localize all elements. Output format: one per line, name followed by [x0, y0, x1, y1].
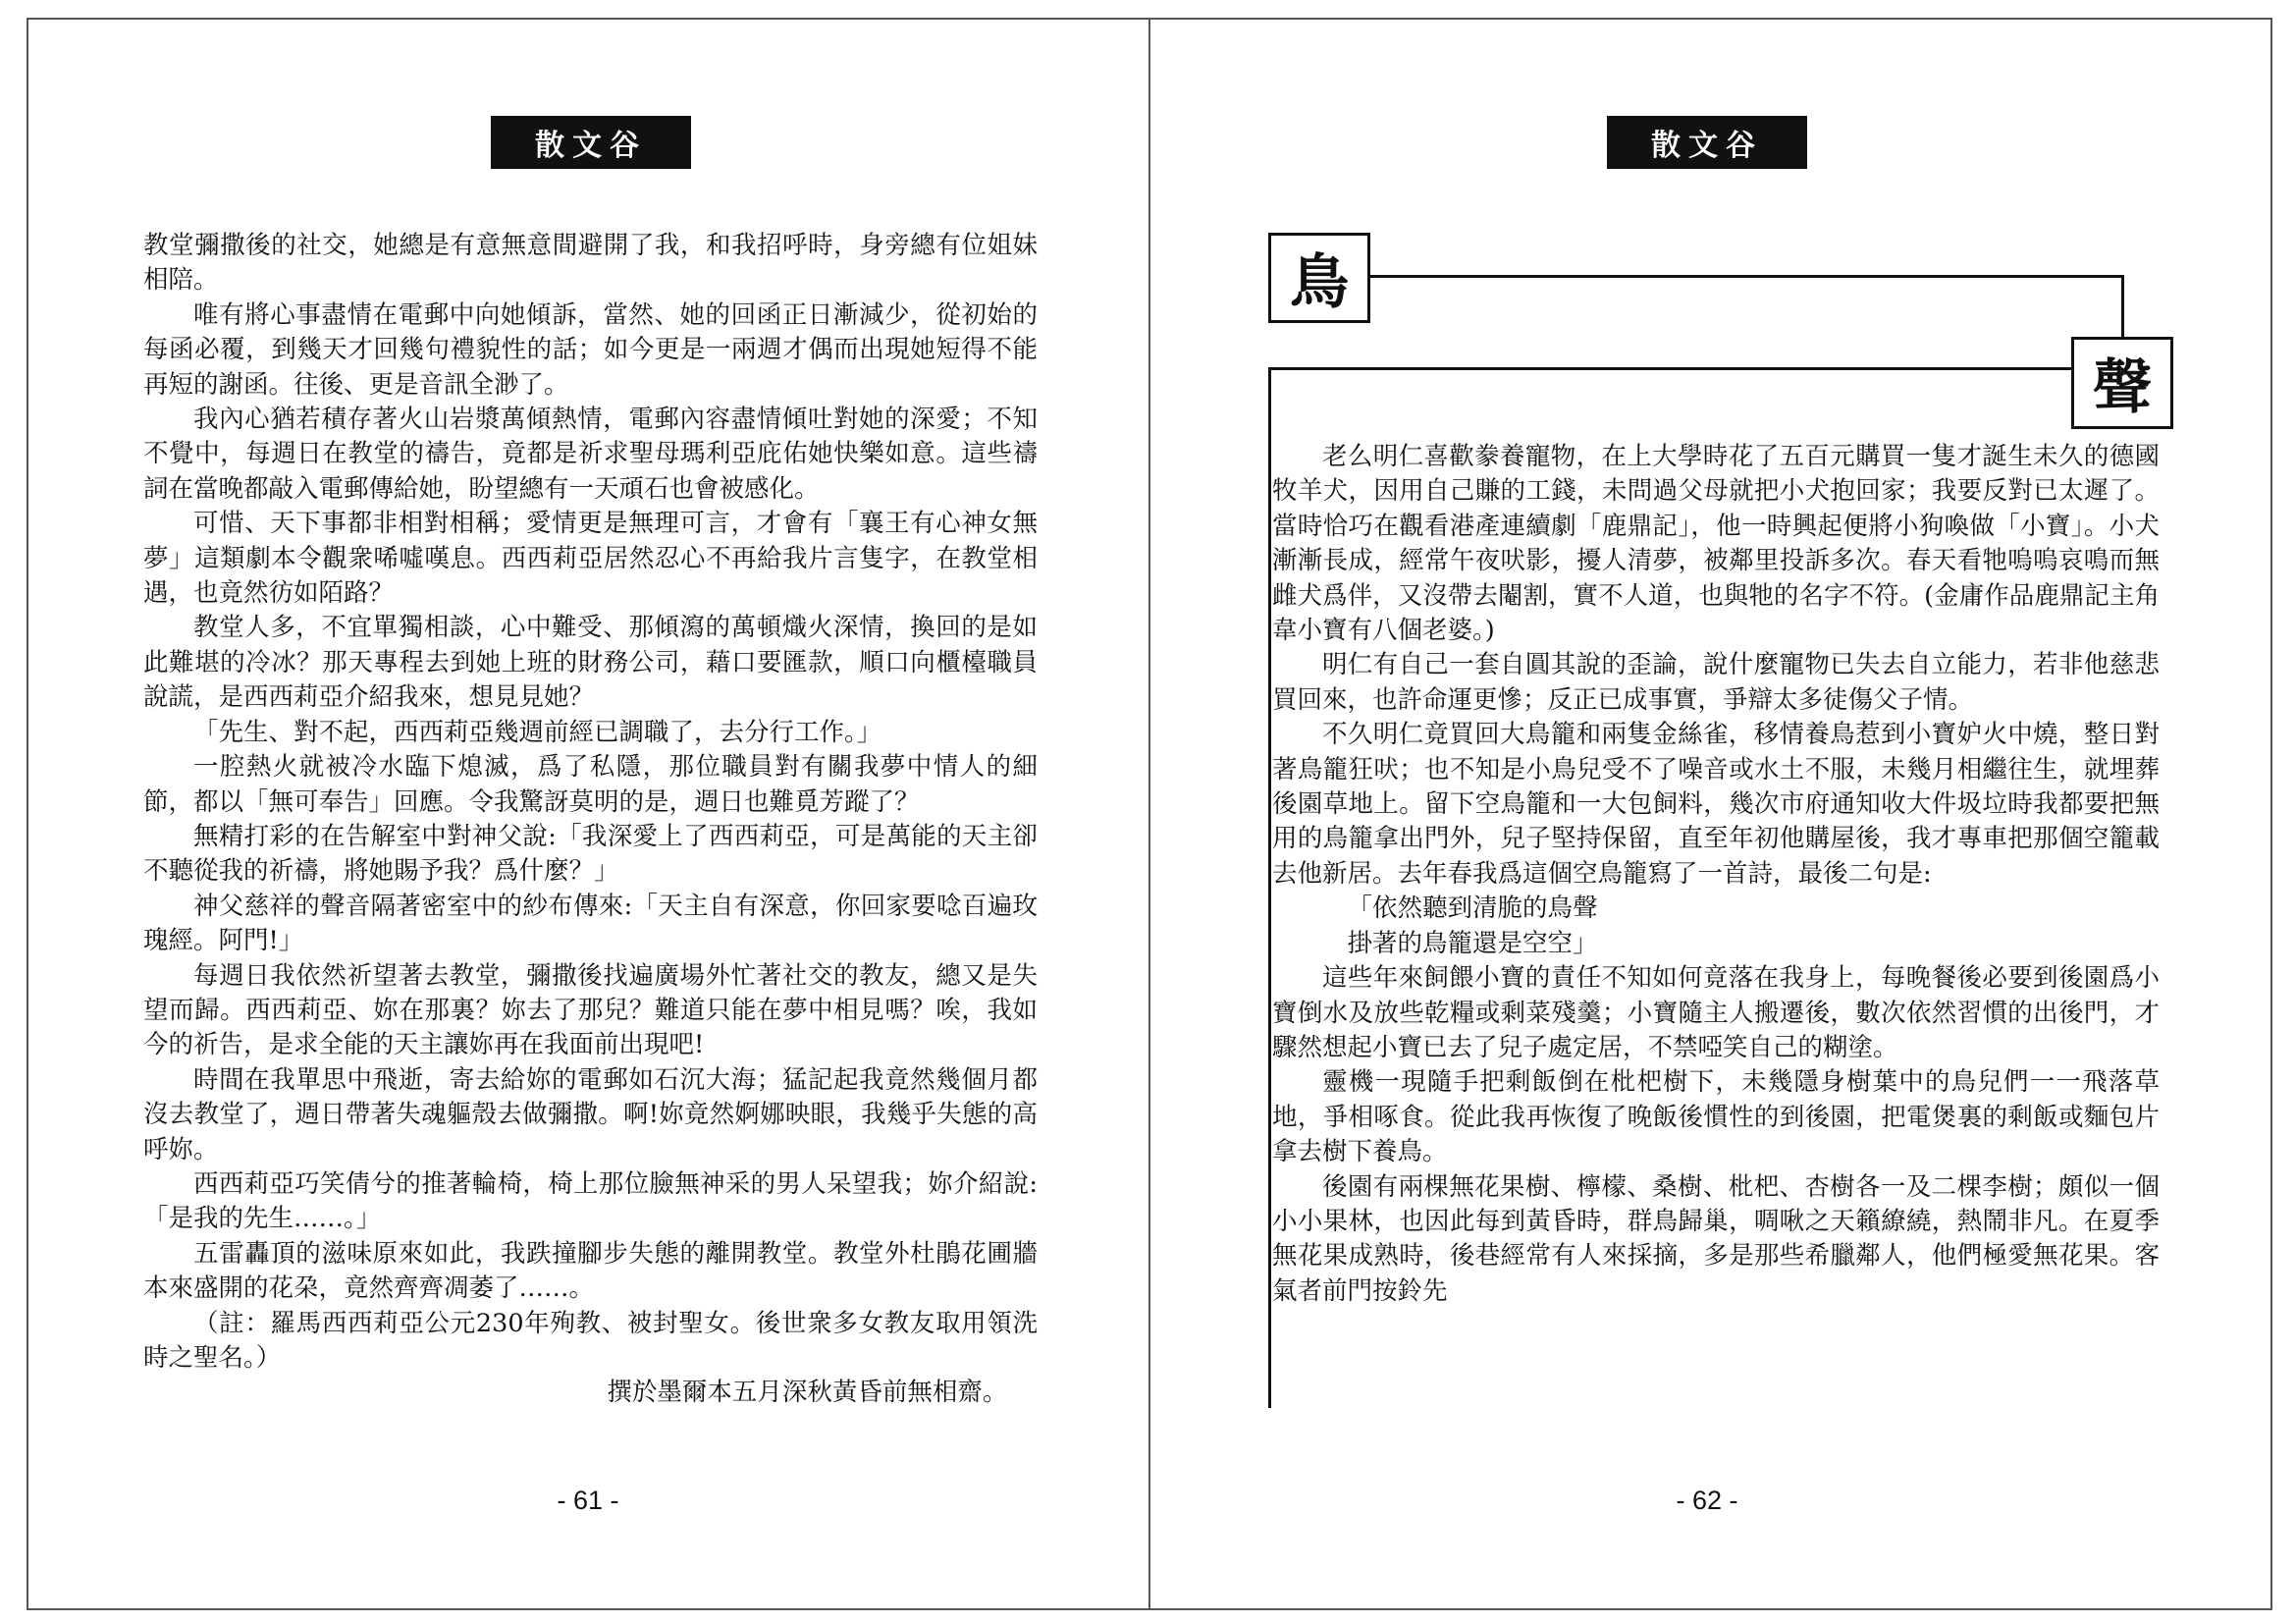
paragraph: 西西莉亞巧笑倩兮的推著輪椅，椅上那位臉無神采的男人呆望我；妳介紹說:「是我的先生……。」 [143, 1168, 1038, 1234]
paragraph: 每週日我依然祈望著去教堂，彌撒後找遍廣場外忙著社交的教友，總又是失望而歸。西西莉亞、妳在那裏？妳去了那兒？難道只能在夢中相見嗎？唉，我如今的祈告，是求全能的天主讓妳再在我面前出現吧! [143, 960, 1038, 1060]
paragraph: 這些年來飼餵小寶的責任不知如何竟落在我身上，每晚餐後必要到後園爲小寶倒水及放些乾糧或剩菜殘羹；小寶隨主人搬遷後，數次依然習慣的出後門，才驟然想起小寶已去了兒子處定居，不禁啞笑自己的糊塗。 [1272, 963, 2160, 1062]
section-header: 散文谷 [491, 116, 691, 169]
paragraph: 後園有兩棵無花果樹、檸檬、桑樹、枇杷、杏樹各一及二棵李樹；頗似一個小小果林，也因此每到黃昏時，群鳥歸巢，啁啾之天籟繚繞，熱鬧非凡。在夏季無花果成熟時，後巷經常有人來採摘，多是那些希臘鄰人，他們極愛無花果。客氣者前門按鈴先 [1272, 1171, 2160, 1306]
page-number: - 62 - [1676, 1486, 1738, 1515]
left-page [28, 18, 1148, 1610]
paragraph: 唯有將心事盡情在電郵中向她傾訴，當然、她的回函正日漸減少，從初始的每函必覆，到幾天才回幾句禮貌性的話；如今更是一兩週才偶而出現她短得不能再短的謝函。往後、更是音訊全渺了。 [143, 299, 1038, 400]
paragraph: 「先生、對不起，西西莉亞幾週前經已調職了，去分行工作。」 [193, 717, 882, 747]
title-rule-top [1370, 275, 2123, 278]
paragraph: 五雷轟頂的滋味原來如此，我跌撞腳步失態的離開教堂。教堂外杜鵑花圃牆本來盛開的花朶，竟然齊齊凋萎了……。 [143, 1238, 1038, 1304]
page-number: - 61 - [557, 1486, 619, 1515]
author-signature: 撰於墨爾本五月深秋黃昏前無相齋。 [607, 1378, 1008, 1408]
title-rule-drop [2121, 275, 2124, 337]
article-body [143, 229, 1038, 1411]
title-rule-middle [1268, 367, 2071, 370]
poem-line: 掛著的鳥籠還是空空」 [1347, 928, 1598, 958]
title-rule-side [1268, 367, 1271, 1408]
article-title-char-1: 鳥 [1268, 233, 1370, 323]
footnote: （註：羅馬西西莉亞公元230年殉教、被封聖女。後世衆多女教友取用領洗時之聖名。） [143, 1308, 1038, 1373]
paragraph: 可惜、天下事都非相對相稱；愛情更是無理可言，才會有「襄王有心神女無夢」這類劇本令觀衆唏噓嘆息。西西莉亞居然忍心不再給我片言隻字，在教堂相遇，也竟然彷如陌路？ [143, 509, 1038, 609]
paragraph: 明仁有自己一套自圓其說的歪論，說什麼寵物已失去自立能力，若非他慈悲買回來，也許命運更慘；反正已成事實，爭辯太多徒傷父子情。 [1272, 650, 2160, 715]
section-header: 散文谷 [1607, 116, 1807, 169]
paragraph: 教堂人多，不宜單獨相談，心中難受、那傾瀉的萬頓熾火深情，換回的是如此難堪的冷冰？那天專程去到她上班的財務公司，藉口要匯款，順口向櫃檯職員說謊，是西西莉亞介紹我來，想見見她？ [143, 613, 1038, 713]
paragraph: 教堂彌撒後的社交，她總是有意無意間避開了我，和我招呼時，身旁總有位姐妹相陪。 [143, 231, 1038, 296]
paragraph: 時間在我單思中飛逝，寄去給妳的電郵如石沉大海；猛記起我竟然幾個月都沒去教堂了，週日帶著失魂軀殼去做彌撒。啊!妳竟然婀娜映眼，我幾乎失態的高呼妳。 [143, 1064, 1038, 1164]
paragraph: 老么明仁喜歡豢養寵物，在上大學時花了五百元購買一隻才誕生未久的德國牧羊犬，因用自己賺的工錢，未問過父母就把小犬抱回家；我要反對已太遲了。當時恰巧在觀看港產連續劇「鹿鼎記」，他一時興起便將小狗喚做「小寶」。小犬漸漸長成，經常午夜吠影，擾人清夢，被鄰里投訴多次。春天看牠嗚嗚哀鳴而無雌犬爲伴，又沒帶去閹割，實不人道，也與牠的名字不符。(金庸作品鹿鼎記主角韋小寶有八個老婆。) [1272, 442, 2160, 646]
paragraph: 不久明仁竟買回大鳥籠和兩隻金絲雀，移情養鳥惹到小寶妒火中燒，整日對著鳥籠狂吠；也不知是小鳥兒受不了噪音或水土不服，未幾月相繼往生，就埋葬後園草地上。留下空鳥籠和一大包飼料，幾次市府通知收大件圾垃時我都要把無用的鳥籠拿出門外，兒子堅持保留，直至年初他購屋後，我才專車把那個空籠載去他新居。去年春我爲這個空鳥籠寫了一首詩，最後二句是: [1272, 720, 2160, 889]
right-page [1150, 18, 2270, 1610]
paragraph: 靈機一現隨手把剩飯倒在枇杷樹下，未幾隱身樹葉中的鳥兒們一一飛落草地，爭相啄食。從此我再恢復了晚飯後慣性的到後園，把電煲裏的剩飯或麵包片拿去樹下養鳥。 [1272, 1067, 2160, 1167]
paragraph: 我內心猶若積存著火山岩漿萬傾熱情，電郵內容盡情傾吐對她的深愛；不知不覺中，每週日在教堂的禱告，竟都是祈求聖母瑪利亞庇佑她快樂如意。這些禱詞在當晚都敲入電郵傳給她，盼望總有一天頑石也會被感化。 [143, 405, 1038, 504]
paragraph: 無精打彩的在告解室中對神父說:「我深愛上了西西莉亞，可是萬能的天主卻不聽從我的祈禱，將她賜予我？爲什麼？」 [143, 821, 1038, 887]
article-body [1272, 440, 2160, 1309]
paragraph: 一腔熱火就被冷水臨下熄滅，爲了私隱，那位職員對有關我夢中情人的細節，都以「無可奉告」回應。令我驚訝莫明的是，週日也難覓芳蹤了？ [143, 752, 1038, 817]
poem-line: 「依然聽到清脆的鳥聲 [1347, 893, 1598, 924]
paragraph: 神父慈祥的聲音隔著密室中的紗布傳來:「天主自有深意，你回家要唸百遍玫瑰經。阿門!」 [143, 891, 1038, 956]
article-title-char-2: 聲 [2071, 337, 2173, 429]
